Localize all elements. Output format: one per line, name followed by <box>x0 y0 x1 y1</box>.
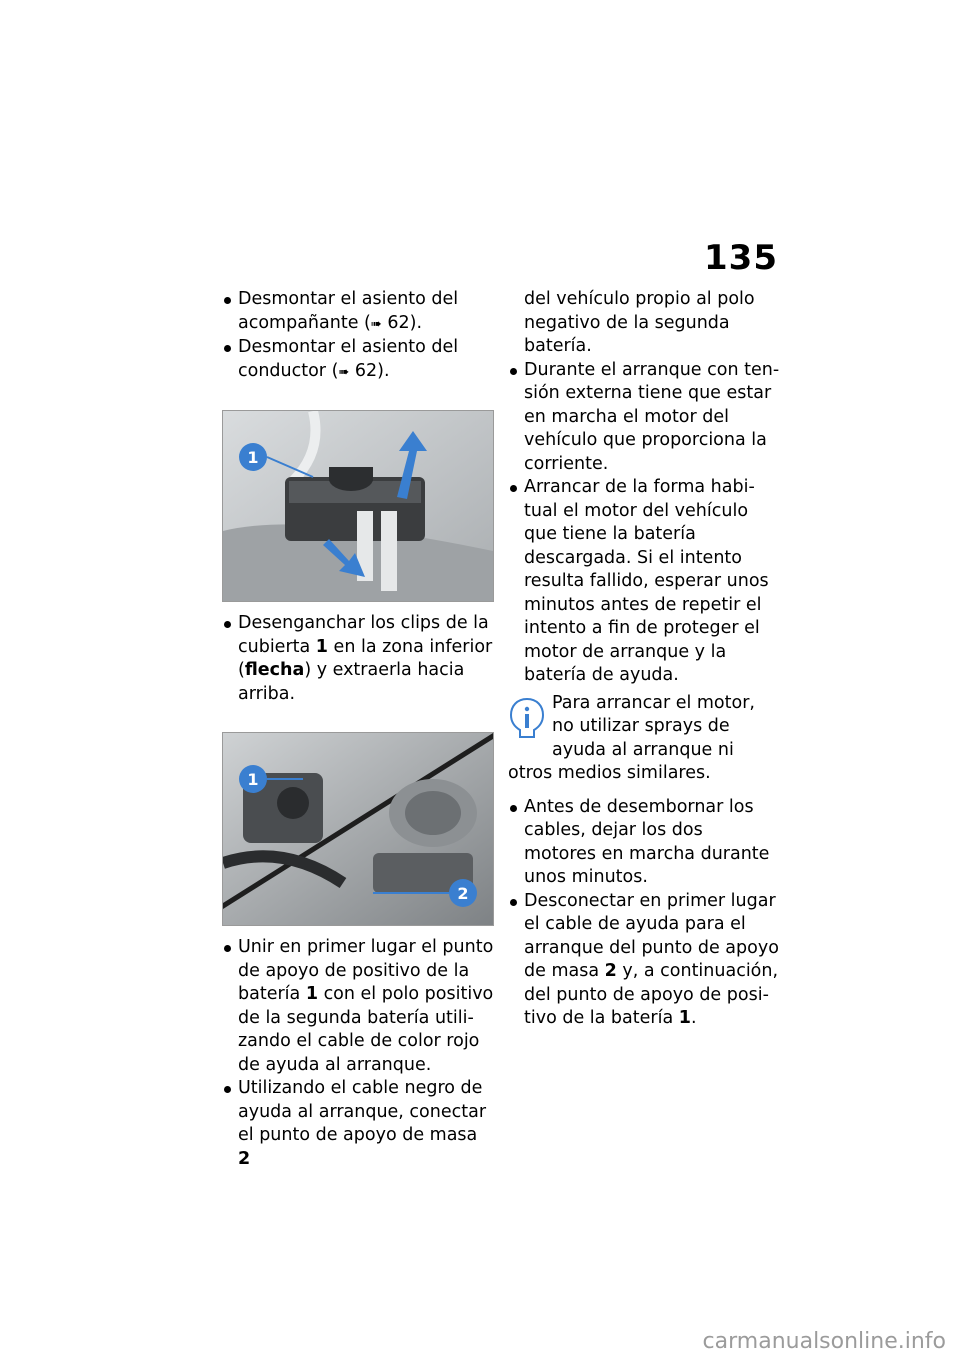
page-number: 135 <box>704 238 778 278</box>
callout-1: 1 <box>247 448 259 467</box>
step-detach-cover: Desenganchar los clips de la cubierta 1 en la zona inferior (flecha) y extraerla hacia arriba. <box>222 612 494 706</box>
battery-cover-illustration <box>223 411 493 601</box>
callout-1: 1 <box>247 770 259 789</box>
note-block <box>508 692 780 786</box>
step-list-disconnect <box>508 796 780 1031</box>
step-remove-passenger-seat: Desmontar el asiento del acompañante (➠ 62). <box>222 288 494 336</box>
step-disconnect: Desconectar en primer lugar el cable de ayuda para el arranque del punto de apoyo de masa 2 y, a continuación, del punto de apoyo de positivo de la batería 1. <box>508 890 780 1031</box>
figure-battery-cover <box>222 410 494 602</box>
step-wait-running: Antes de desembornar los cables, dejar los dos motores en marcha durante unos minutos. <box>508 796 780 890</box>
step-connect-negative: Utilizando el cable negro de ayuda al arranque, conectar el punto de apoyo de masa 2 <box>222 1077 494 1171</box>
step-start-engine: Arrancar de la forma habitual el motor del vehículo que tiene la batería descargada. Si el intento resulta fallido, esperar unos minutos antes de repetir el intento a fin de proteger el motor de arranque y la batería de ayuda. <box>508 476 780 688</box>
right-column <box>508 288 780 1031</box>
continuation-text: del vehículo propio al polo negativo de la segunda batería. <box>524 289 755 356</box>
step-list-connect <box>222 936 494 1171</box>
step-list-detach <box>222 612 494 706</box>
step-list-start <box>508 359 780 688</box>
arrow-right-icon: ➠ <box>370 316 382 332</box>
callout-2: 2 <box>457 884 469 903</box>
note-text: Para arrancar el motor, no utilizar sprays de ayuda al arranque ni otros medios similares. <box>508 692 755 783</box>
arrow-right-icon: ➠ <box>338 364 350 380</box>
step-list-top <box>222 288 494 384</box>
figure-jump-points <box>222 732 494 926</box>
jump-points-illustration <box>223 733 493 925</box>
step-remove-rider-seat: Desmontar el asiento del conductor (➠ 62). <box>222 336 494 384</box>
watermark: carmanualsonline.info <box>702 1329 946 1354</box>
step-connect-positive: Unir en primer lugar el punto de apoyo de positivo de la batería 1 con el polo positivo de la segunda batería utilizando el cable de color rojo de ayuda al arranque. <box>222 936 494 1077</box>
left-column <box>222 288 494 1171</box>
info-icon <box>508 696 546 740</box>
step-donor-running: Durante el arranque con tensión externa tiene que estar en marcha el motor del vehículo que proporciona la corriente. <box>508 359 780 477</box>
